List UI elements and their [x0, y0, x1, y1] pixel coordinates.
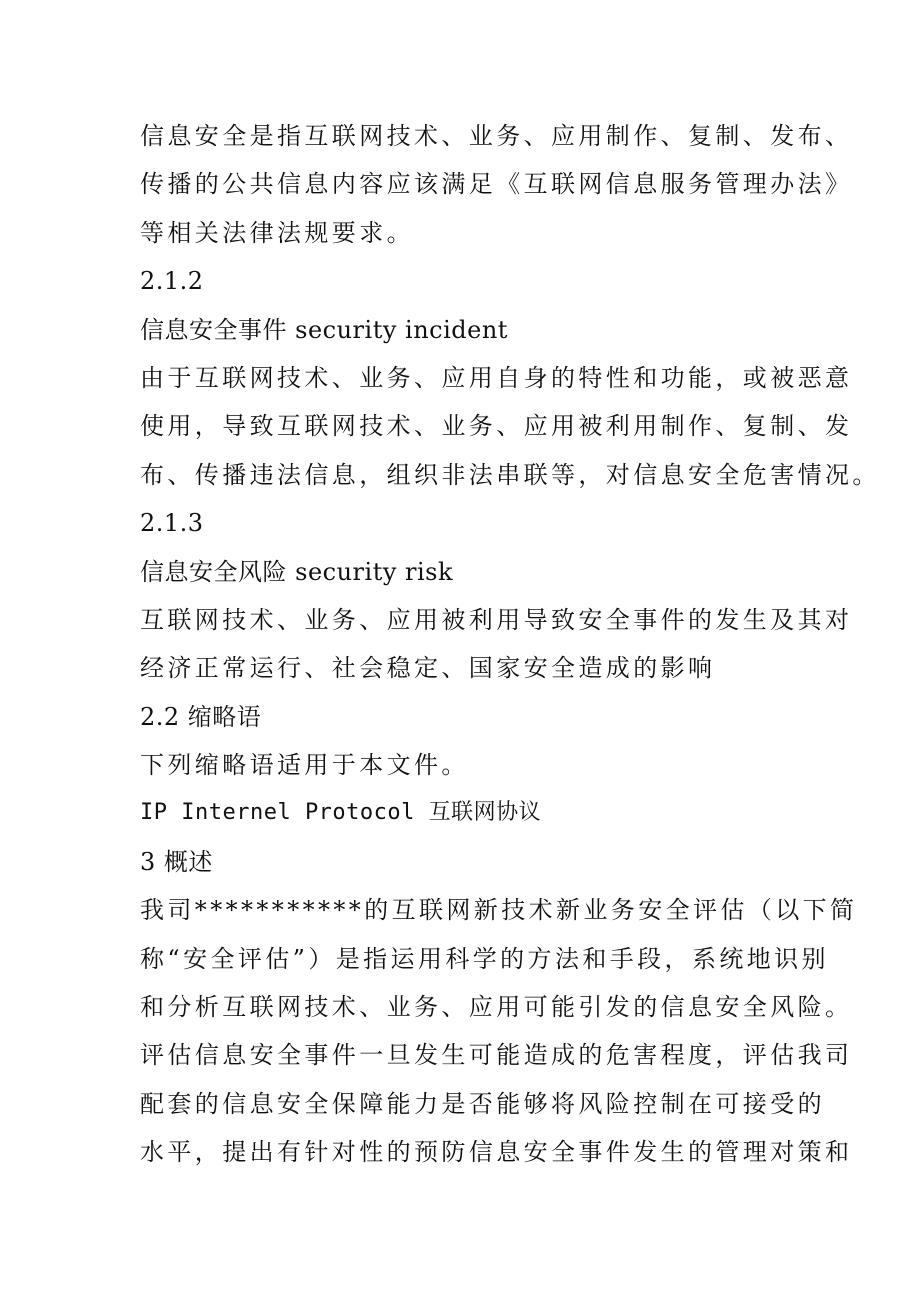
abbreviation-ip: [140, 789, 820, 837]
section-number: 2.1.3: [140, 509, 204, 538]
document-body: [140, 112, 880, 1177]
paragraph-information-security-definition: [140, 112, 853, 257]
text-line: 配套的信息安全保障能力是否能够将风险控制在可接受的: [140, 1089, 825, 1118]
text-line: 布、传播违法信息，组织非法串联等，对信息安全危害情况。: [140, 460, 880, 489]
paragraph-abbreviations-intro: [140, 741, 820, 789]
text-line: 互联网技术、业务、应用被利用导致安全事件的发生及其对: [140, 605, 853, 634]
section-number-2-1-2: [140, 257, 820, 305]
text-line: 评估信息安全事件一旦发生可能造成的危害程度，评估我司: [140, 1041, 853, 1070]
text-line: 使用，导致互联网技术、业务、应用被利用制作、复制、发: [140, 412, 853, 441]
paragraph-overview: [140, 886, 858, 1176]
term-title: 信息安全风险 security risk: [140, 557, 454, 586]
text-line: 传播的公共信息内容应该满足《互联网信息服务管理办法》: [140, 170, 853, 199]
text-line: 下列缩略语适用于本文件。: [140, 751, 469, 780]
term-security-risk: [140, 548, 820, 596]
paragraph-security-incident: [140, 354, 880, 499]
text-line: 等相关法律法规要求。: [140, 218, 414, 247]
text-line: 由于互联网技术、业务、应用自身的特性和功能，或被恶意: [140, 363, 853, 392]
text-line: 信息安全是指互联网技术、业务、应用制作、复制、发布、: [140, 122, 853, 150]
section-heading: 2.2 缩略语: [140, 702, 262, 731]
text-line: 称“安全评估”）是指运用科学的方法和手段，系统地识别: [140, 944, 829, 973]
section-number: 2.1.2: [140, 267, 204, 296]
paragraph-security-risk: [140, 596, 853, 693]
abbreviation-entry: IP Internel Protocol 互联网协议: [140, 800, 542, 826]
text-line: 和分析互联网技术、业务、应用可能引发的信息安全风险。: [140, 993, 853, 1022]
text-line: 经济正常运行、社会稳定、国家安全造成的影响: [140, 654, 716, 683]
text-line: 我司***********的互联网新技术新业务安全评估（以下简: [140, 896, 858, 925]
text-line: 水平，提出有针对性的预防信息安全事件发生的管理对策和: [140, 1138, 853, 1167]
term-security-incident: [140, 306, 820, 354]
section-heading: 3 概述: [140, 847, 213, 876]
section-heading-2-2-abbreviations: [140, 693, 820, 741]
section-heading-3-overview: [140, 838, 820, 886]
term-title: 信息安全事件 security incident: [140, 315, 508, 344]
section-number-2-1-3: [140, 499, 820, 547]
